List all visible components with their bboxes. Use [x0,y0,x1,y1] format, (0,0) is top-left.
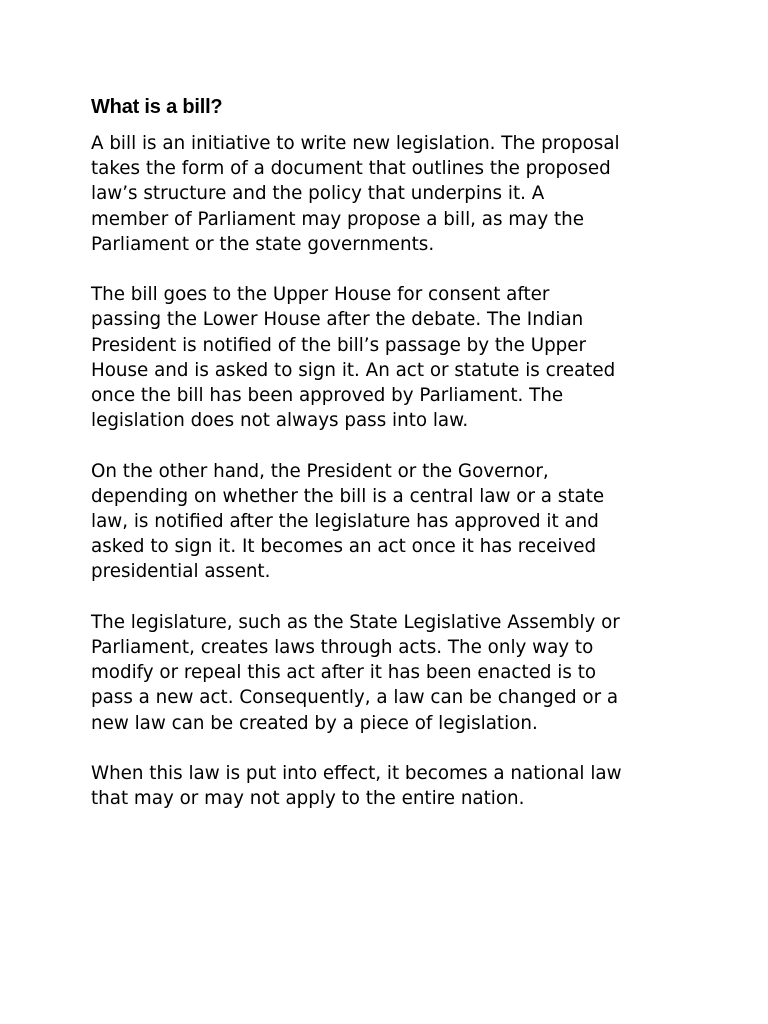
paragraph-line: asked to sign it. It becomes an act once it has received [91,536,597,558]
paragraph-line: Parliament or the state governments. [91,233,435,255]
paragraph-line: modify or repeal this act after it has been enacted is to [91,662,597,684]
paragraph-line: President is notified of the bill’s passage by the Upper [91,334,587,356]
paragraph-line: member of Parliament may propose a bill, as may the [91,208,584,230]
paragraph-line: depending on whether the bill is a central law or a state [91,485,605,507]
paragraph-line: The bill goes to the Upper House for consent after [91,284,550,306]
paragraph-line: Parliament, creates laws through acts. The only way to [91,637,594,659]
paragraph-line: On the other hand, the President or the Governor, [91,460,549,482]
paragraph-line: once the bill has been approved by Parliament. The [91,385,564,407]
paragraph-line: When this law is put into effect, it becomes a national law [91,763,622,785]
paragraph-4 [91,610,691,736]
paragraph-line: The legislature, such as the State Legislative Assembly or [91,611,620,633]
paragraph-line: House and is asked to sign it. An act or statute is created [91,359,616,381]
paragraph-line: A bill is an initiative to write new legislation. The proposal [91,133,620,154]
paragraph-5 [91,761,691,811]
paragraph-line: passing the Lower House after the debate. The Indian [91,309,584,331]
paragraph-line: pass a new act. Consequently, a law can be changed or a [91,687,619,709]
paragraph-2 [91,282,691,433]
document-content [91,93,691,837]
paragraph-1 [91,131,691,257]
paragraph-line: presidential assent. [91,561,271,583]
paragraph-line: that may or may not apply to the entire nation. [91,788,525,810]
paragraph-line: law, is notified after the legislature has approved it and [91,511,599,533]
document-title: What is a bill? [91,96,223,118]
paragraph-line: legislation does not always pass into law. [91,410,469,432]
paragraph-line: law’s structure and the policy that underpins it. A [91,183,545,205]
paragraph-3 [91,459,691,585]
paragraph-line: new law can be created by a piece of legislation. [91,712,538,734]
paragraph-line: takes the form of a document that outlines the proposed [91,158,611,180]
